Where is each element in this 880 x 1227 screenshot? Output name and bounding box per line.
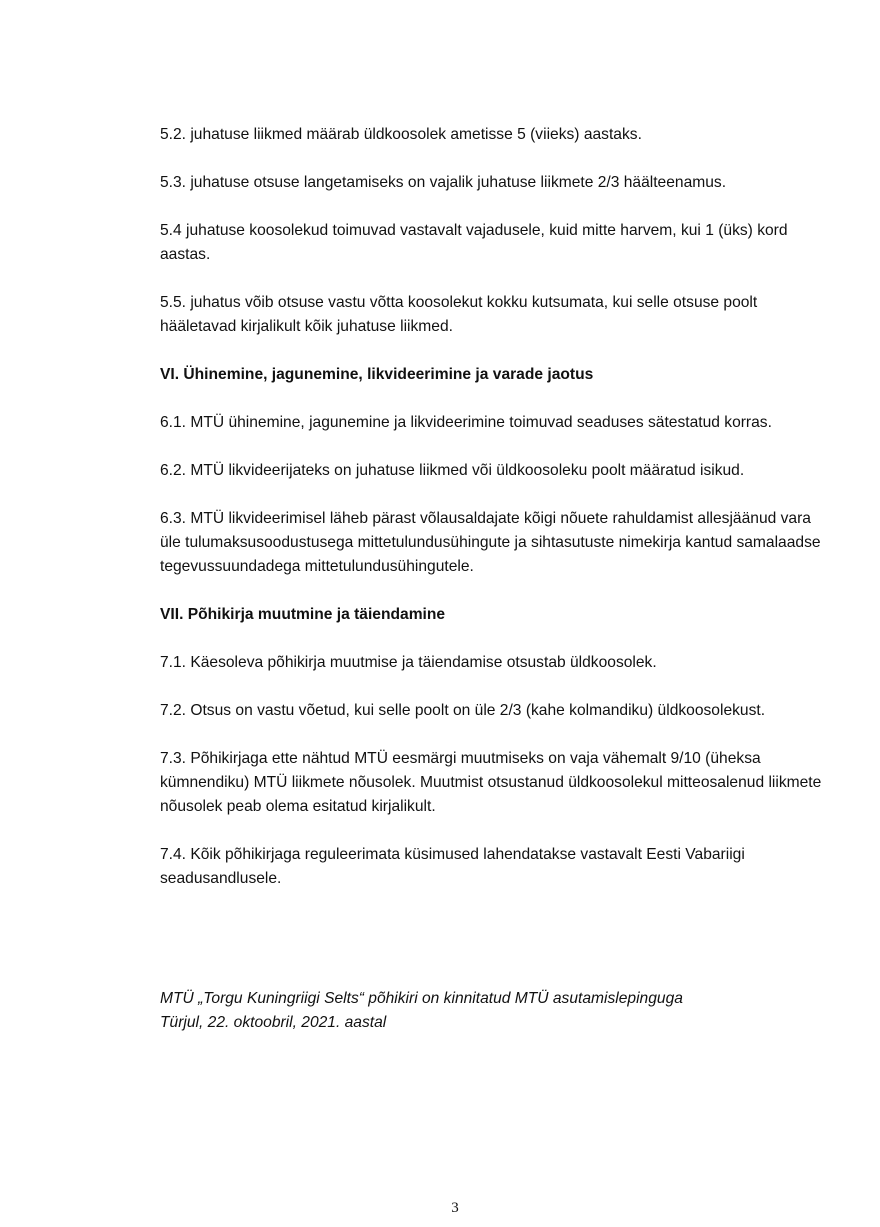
clause-7-1: 7.1. Käesoleva põhikirja muutmise ja täiendamise otsustab üldkoosolek. [160,654,657,671]
clause-5-4: 5.4 juhatuse koosolekud toimuvad vastavalt vajadusele, kuid mitte harvem, kui 1 (üks) kord aastas. [160,222,788,263]
clause-5-2: 5.2. juhatuse liikmed määrab üldkoosolek ametisse 5 (viieks) aastaks. [160,126,642,143]
approval-note-line-2: Türjul, 22. oktoobril, 2021. aastal [160,1014,387,1031]
clause-5-5: 5.5. juhatus võib otsuse vastu võtta koosolekut kokku kutsumata, kui selle otsuse poolt hääletavad kirjalikult kõik juhatuse liikmed. [160,294,758,335]
clause-7-2: 7.2. Otsus on vastu võetud, kui selle poolt on üle 2/3 (kahe kolmandiku) üldkoosolekust. [160,702,766,719]
clause-7-4: 7.4. Kõik põhikirjaga reguleerimata küsimused lahendatakse vastavalt Eesti Vabariigi seadusandlusele. [160,846,745,887]
approval-note-line-1: MTÜ „Torgu Kuningriigi Selts“ põhikiri on kinnitatud MTÜ asutamislepinguga [160,990,683,1007]
document-body [160,123,832,915]
clause-5-3: 5.3. juhatuse otsuse langetamiseks on vajalik juhatuse liikmete 2/3 häälteenamus. [160,174,727,191]
clause-6-2: 6.2. MTÜ likvideerijateks on juhatuse liikmed või üldkoosoleku poolt määratud isikud. [160,462,745,479]
clause-6-3: 6.3. MTÜ likvideerimisel läheb pärast võlausaldajate kõigi nõuete rahuldamist allesjäänud vara üle tulumaksusoodustusega mittetulundusühingute ja sihtasutuste nimekirja kantud samalaadse tegevussuundadega mittetulundusühingutele. [160,510,821,575]
page-number: 3 [451,1200,459,1216]
approval-note [160,987,840,1035]
section-heading-7: VII. Põhikirja muutmine ja täiendamine [160,606,446,623]
clause-6-1: 6.1. MTÜ ühinemine, jagunemine ja likvideerimine toimuvad seaduses sätestatud korras. [160,414,772,431]
clause-7-3: 7.3. Põhikirjaga ette nähtud MTÜ eesmärgi muutmiseks on vaja vähemalt 9/10 (üheksa kümnendiku) MTÜ liikmete nõusolek. Muutmist otsustanud üldkoosolekul mitteosalenud liikmete nõusolek peab olema esitatud kirjalikult. [160,750,822,815]
section-heading-6: VI. Ühinemine, jagunemine, likvideerimine ja varade jaotus [160,366,594,383]
